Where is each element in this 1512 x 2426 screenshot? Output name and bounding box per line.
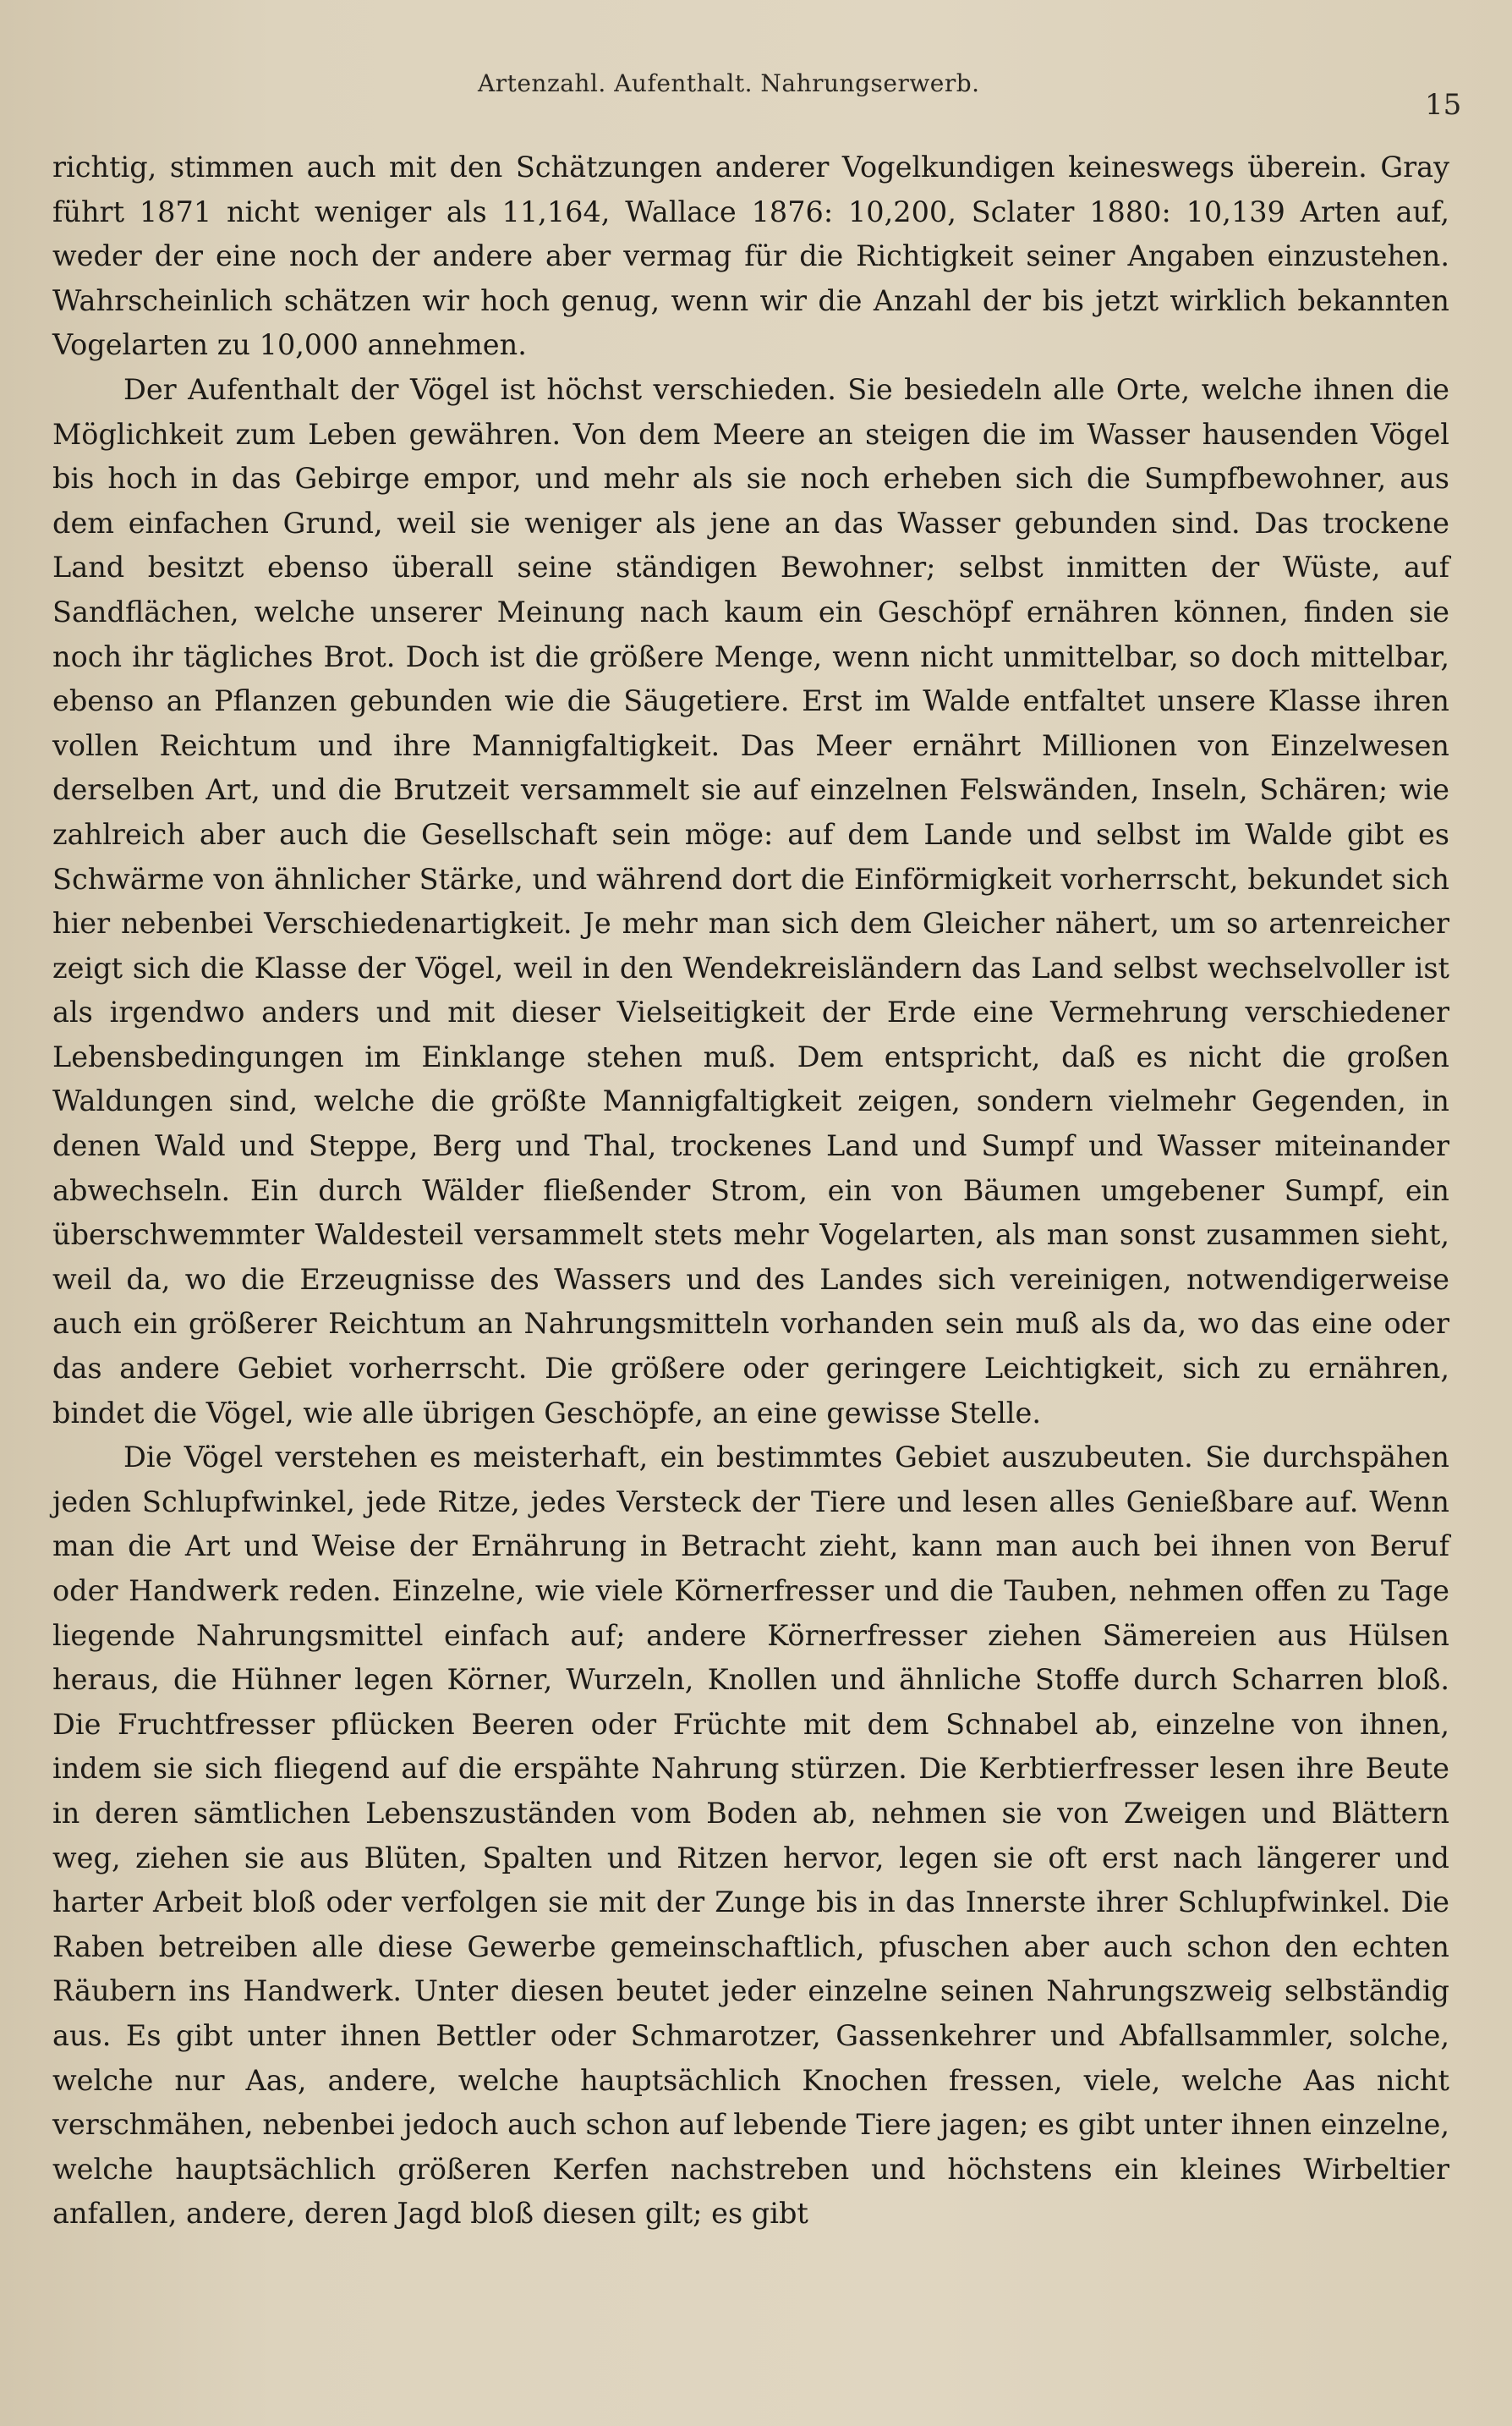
paragraph-2: Der Aufenthalt der Vögel ist höchst verschieden. Sie besiedeln alle Orte, welche ihnen die Möglichkeit zum Leben gewähren. Von dem Meere an steigen die im Wasser hausenden Vögel bis hoch in das Gebirge empor, und mehr als sie noch erheben sich die Sumpfbewohner, aus dem einfachen Grund, weil sie weniger als jene an das Wasser gebunden sind. Das trockene Land besitzt ebenso überall seine ständigen Bewohner; selbst inmitten der Wüste, auf Sandflächen, welche unserer Meinung nach kaum ein Geschöpf ernähren können, finden sie noch ihr tägliches Brot. Doch ist die größere Menge, wenn nicht unmittelbar, so doch mittelbar, ebenso an Pflanzen gebunden wie die Säugetiere. Erst im Walde entfaltet unsere Klasse ihren vollen Reichtum und ihre Mannigfaltigkeit. Das Meer ernährt Millionen von Einzelwesen derselben Art, und die Brutzeit versammelt sie auf einzelnen Felswänden, Inseln, Schären; wie zahlreich aber auch die Gesellschaft sein möge: auf dem Lande und selbst im Walde gibt es Schwärme von ähnlicher Stärke, und während dort die Einförmigkeit vorherrscht, bekundet sich hier nebenbei Verschiedenartigkeit. Je mehr man sich dem Gleicher nähert, um so artenreicher zeigt sich die Klasse der Vögel, weil in den Wendekreisländern das Land selbst wechselvoller ist als irgendwo anders und mit dieser Vielseitigkeit der Erde eine Vermehrung verschiedener Lebensbedingungen im Einklange stehen muß. Dem entspricht, daß es nicht die großen Waldungen sind, welche die größte Mannigfaltigkeit zeigen, sondern vielmehr Gegenden, in denen Wald und Steppe, Berg und Thal, trockenes Land und Sumpf und Wasser miteinander abwechseln. Ein durch Wälder fließender Strom, ein von Bäumen umgebener Sumpf, ein überschwemmter Waldesteil versammelt stets mehr Vogelarten, als man sonst zusammen sieht, weil da, wo die Erzeugnisse des Wassers und des Landes sich vereinigen, notwendigerweise auch ein größerer Reichtum an Nahrungsmitteln vorhanden sein muß als da, wo das eine oder das andere Gebiet vorherrscht. Die größere oder geringere Leichtigkeit, sich zu ernähren, bindet die Vögel, wie alle übrigen Geschöpfe, an eine gewisse Stelle. [52,372,1449,1430]
body-text [52,145,1449,2237]
page-number: 15 [1425,88,1462,122]
paragraph-3: Die Vögel verstehen es meisterhaft, ein bestimmtes Gebiet auszubeuten. Sie durchspähen jeden Schlupfwinkel, jede Ritze, jedes Versteck der Tiere und lesen alles Genießbare auf. Wenn man die Art und Weise der Ernährung in Betracht zieht, kann man auch bei ihnen von Beruf oder Handwerk reden. Einzelne, wie viele Körnerfresser und die Tauben, nehmen offen zu Tage liegende Nahrungsmittel einfach auf; andere Körnerfresser ziehen Sämereien aus Hülsen heraus, die Hühner legen Körner, Wurzeln, Knollen und ähnliche Stoffe durch Scharren bloß. Die Fruchtfresser pflücken Beeren oder Früchte mit dem Schnabel ab, einzelne von ihnen, indem sie sich fliegend auf die erspähte Nahrung stürzen. Die Kerbtierfresser lesen ihre Beute in deren sämtlichen Lebenszuständen vom Boden ab, nehmen sie von Zweigen und Blättern weg, ziehen sie aus Blüten, Spalten und Ritzen hervor, legen sie oft erst nach längerer und harter Arbeit bloß oder verfolgen sie mit der Zunge bis in das Innerste ihrer Schlupfwinkel. Die Raben betreiben alle diese Gewerbe gemeinschaftlich, pfuschen aber auch schon den echten Räubern ins Handwerk. Unter diesen beutet jeder einzelne seinen Nahrungszweig selbständig aus. Es gibt unter ihnen Bettler oder Schmarotzer, Gassenkehrer und Abfallsammler, solche, welche nur Aas, andere, welche hauptsächlich Knochen fressen, viele, welche Aas nicht verschmähen, nebenbei jedoch auch schon auf lebende Tiere jagen; es gibt unter ihnen einzelne, welche hauptsächlich größeren Kerfen nachstreben und höchstens ein kleines Wirbeltier anfallen, andere, deren Jagd bloß diesen gilt; es gibt [52,1441,1449,2231]
paragraph-1: richtig, stimmen auch mit den Schätzungen anderer Vogelkundigen keineswegs überein. Gray führt 1871 nicht weniger als 11,164, Wallace 1876: 10,200, Sclater 1880: 10,139 Arten auf, weder der eine noch der andere aber vermag für die Richtigkeit seiner Angaben einzustehen. Wahrscheinlich schätzen wir hoch genug, wenn wir die Anzahl der bis jetzt wirklich bekannten Vogelarten zu 10,000 annehmen. [52,151,1449,362]
running-title: Artenzahl. Aufenthalt. Nahrungserwerb. [478,69,980,97]
